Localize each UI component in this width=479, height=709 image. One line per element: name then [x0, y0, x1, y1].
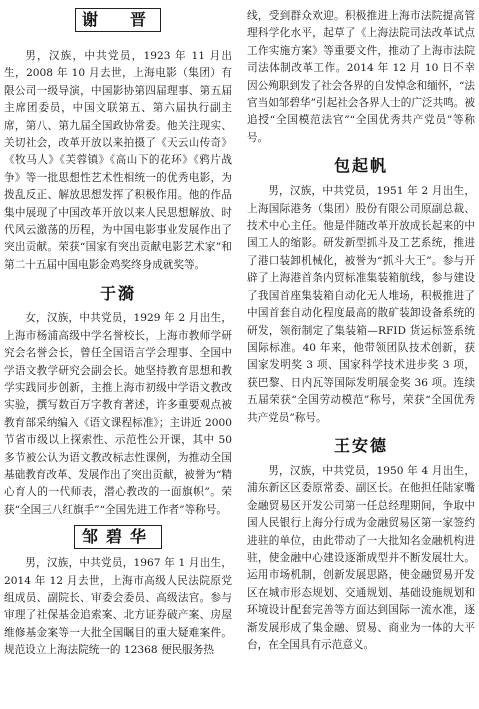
bio-xie-jin: 男，汉族，中共党员，1923 年 11 月出生，2008 年 10 月去世，上海电影（集团）有限公司一级导演，中国影协第四届理事、第五届主席团委员，中国文联第五、第六届执行副主席，第八、第九届全国政协常委。他关注现实、关切社会，改革开放以来拍摄了《天云山传奇》《牧马人》《芙蓉镇》《高山下的花环》《鸦片战争》等一批思想性艺术性相统一的优秀电影，为拨乱反正、解放思想发挥了积极作用。他的作品集中展现了中国改革开放以来人民思想解放、时代风云激荡的历程，为中国电影事业发展作出了突出贡献。荣获“国家有突出贡献电影艺术家”和第二十五届中国电影金鸡奖终身成就奖等。 [4, 50, 232, 271]
bio-zou-bihua: 男，汉族，中共党员，1967 年 1 月出生，2014 年 12 月去世，上海市高级人民法院原党组成员、副院长、审委会委员、高级法官。参与审理了社保基金追索案、北方证券破产案、房屋维修基金案等一大批全国瞩目的重大疑难案件。规范设立上海法院统一的 12368 便民服务热 [4, 557, 232, 657]
heading-bao-qifan: 包起帆 [333, 156, 388, 176]
right-column [247, 8, 475, 654]
heading-yu-yi: 于漪 [99, 284, 136, 304]
bio-bao-qifan: 男，汉族，中共党员，1951 年 2 月出生，上海国际港务（集团）股份有限公司原副总裁、技术中心主任。他是伴随改革开放成长起来的中国工人的缩影。研发新型抓斗及工艺系统，推进了港口装卸机械化，被誉为“抓斗大王”。参与开辟了上海港首条内贸标准集装箱航线，参与建设了我国首座集装箱自动化无人堆场，积极推进了中国首套自动化程度最高的散矿装卸设备系统的研发，领衔制定了集装箱—RFID 货运标签系统国际标准。40 年来，他带领团队技术创新，获国家发明奖 3 项、国家科学技术进步奖 3 项，获巴黎、日内瓦等国际发明展金奖 36 项。连续五届荣获“全国劳动模范”称号，荣获“全国优秀共产党员”称号。 [247, 185, 475, 424]
left-column [4, 8, 232, 660]
bio-yu-yi: 女，汉族，中共党员，1929 年 2 月出生，上海市杨浦高级中学名誉校长，上海市教师学研究会名誉会长，曾任全国语言学会理事、全国中学语文教学研究会副会长。她坚持教育思想和教学实践同步创新，主推上海市初级中学语文教改实验，撰写数百万字教育著述，许多重要观点被教育部采纳编入《语文课程标准》；主讲近 2000 节省市级以上探索性、示范性公开课，其中 50 多节被公认为语文教改标志性课例，为推动全国基础教育改革、发展作出了突出贡献，被誉为“精心育人的一代师表，潜心教改的一面旗帜”。荣获“全国三八红旗手”“全国先进工作者”等称号。 [4, 312, 232, 516]
heading-xie-jin: 谢 晋 [75, 8, 161, 32]
bio-wang-ande: 男，汉族，中共党员，1950 年 4 月出生，浦东新区区委原常委、副区长。在他担任陆家嘴金融贸易区开发公司第一任总经理期间，争取中国人民银行上海分行成为金融贸易区第一家签约进驻的单位，由此带动了一大批知名金融机构进驻，使金融中心建设逐渐成型并不断发展壮大。运用市场机制，创新发展思路，使金融贸易开发区在城市形态规划、交通规划、基础设施规划和环境设计配套完善等方面达到国际一流水准，逐渐发展形成了集金融、贸易、商业为一体的大平台，在全国具有示范意义。 [247, 464, 475, 651]
bio-zou-bihua-continued: 线，受到群众欢迎。积极推进上海市法院提高管理科学化水平，起草了《上海法院司法改革试点工作实施方案》等重要文件，推动了上海市法院司法体制改革工作。2014 年 12 月 10 日不幸因公殉职到发了社会各界的自发悼念和缅怀，“法官当如邹碧华”引起社会各界人士的广泛共鸣。被追授“全国模范法官”“全国优秀共产党员”等称号。 [247, 10, 475, 144]
heading-zou-bihua: 邹碧华 [74, 525, 162, 549]
heading-wang-ande: 王安德 [333, 435, 388, 455]
